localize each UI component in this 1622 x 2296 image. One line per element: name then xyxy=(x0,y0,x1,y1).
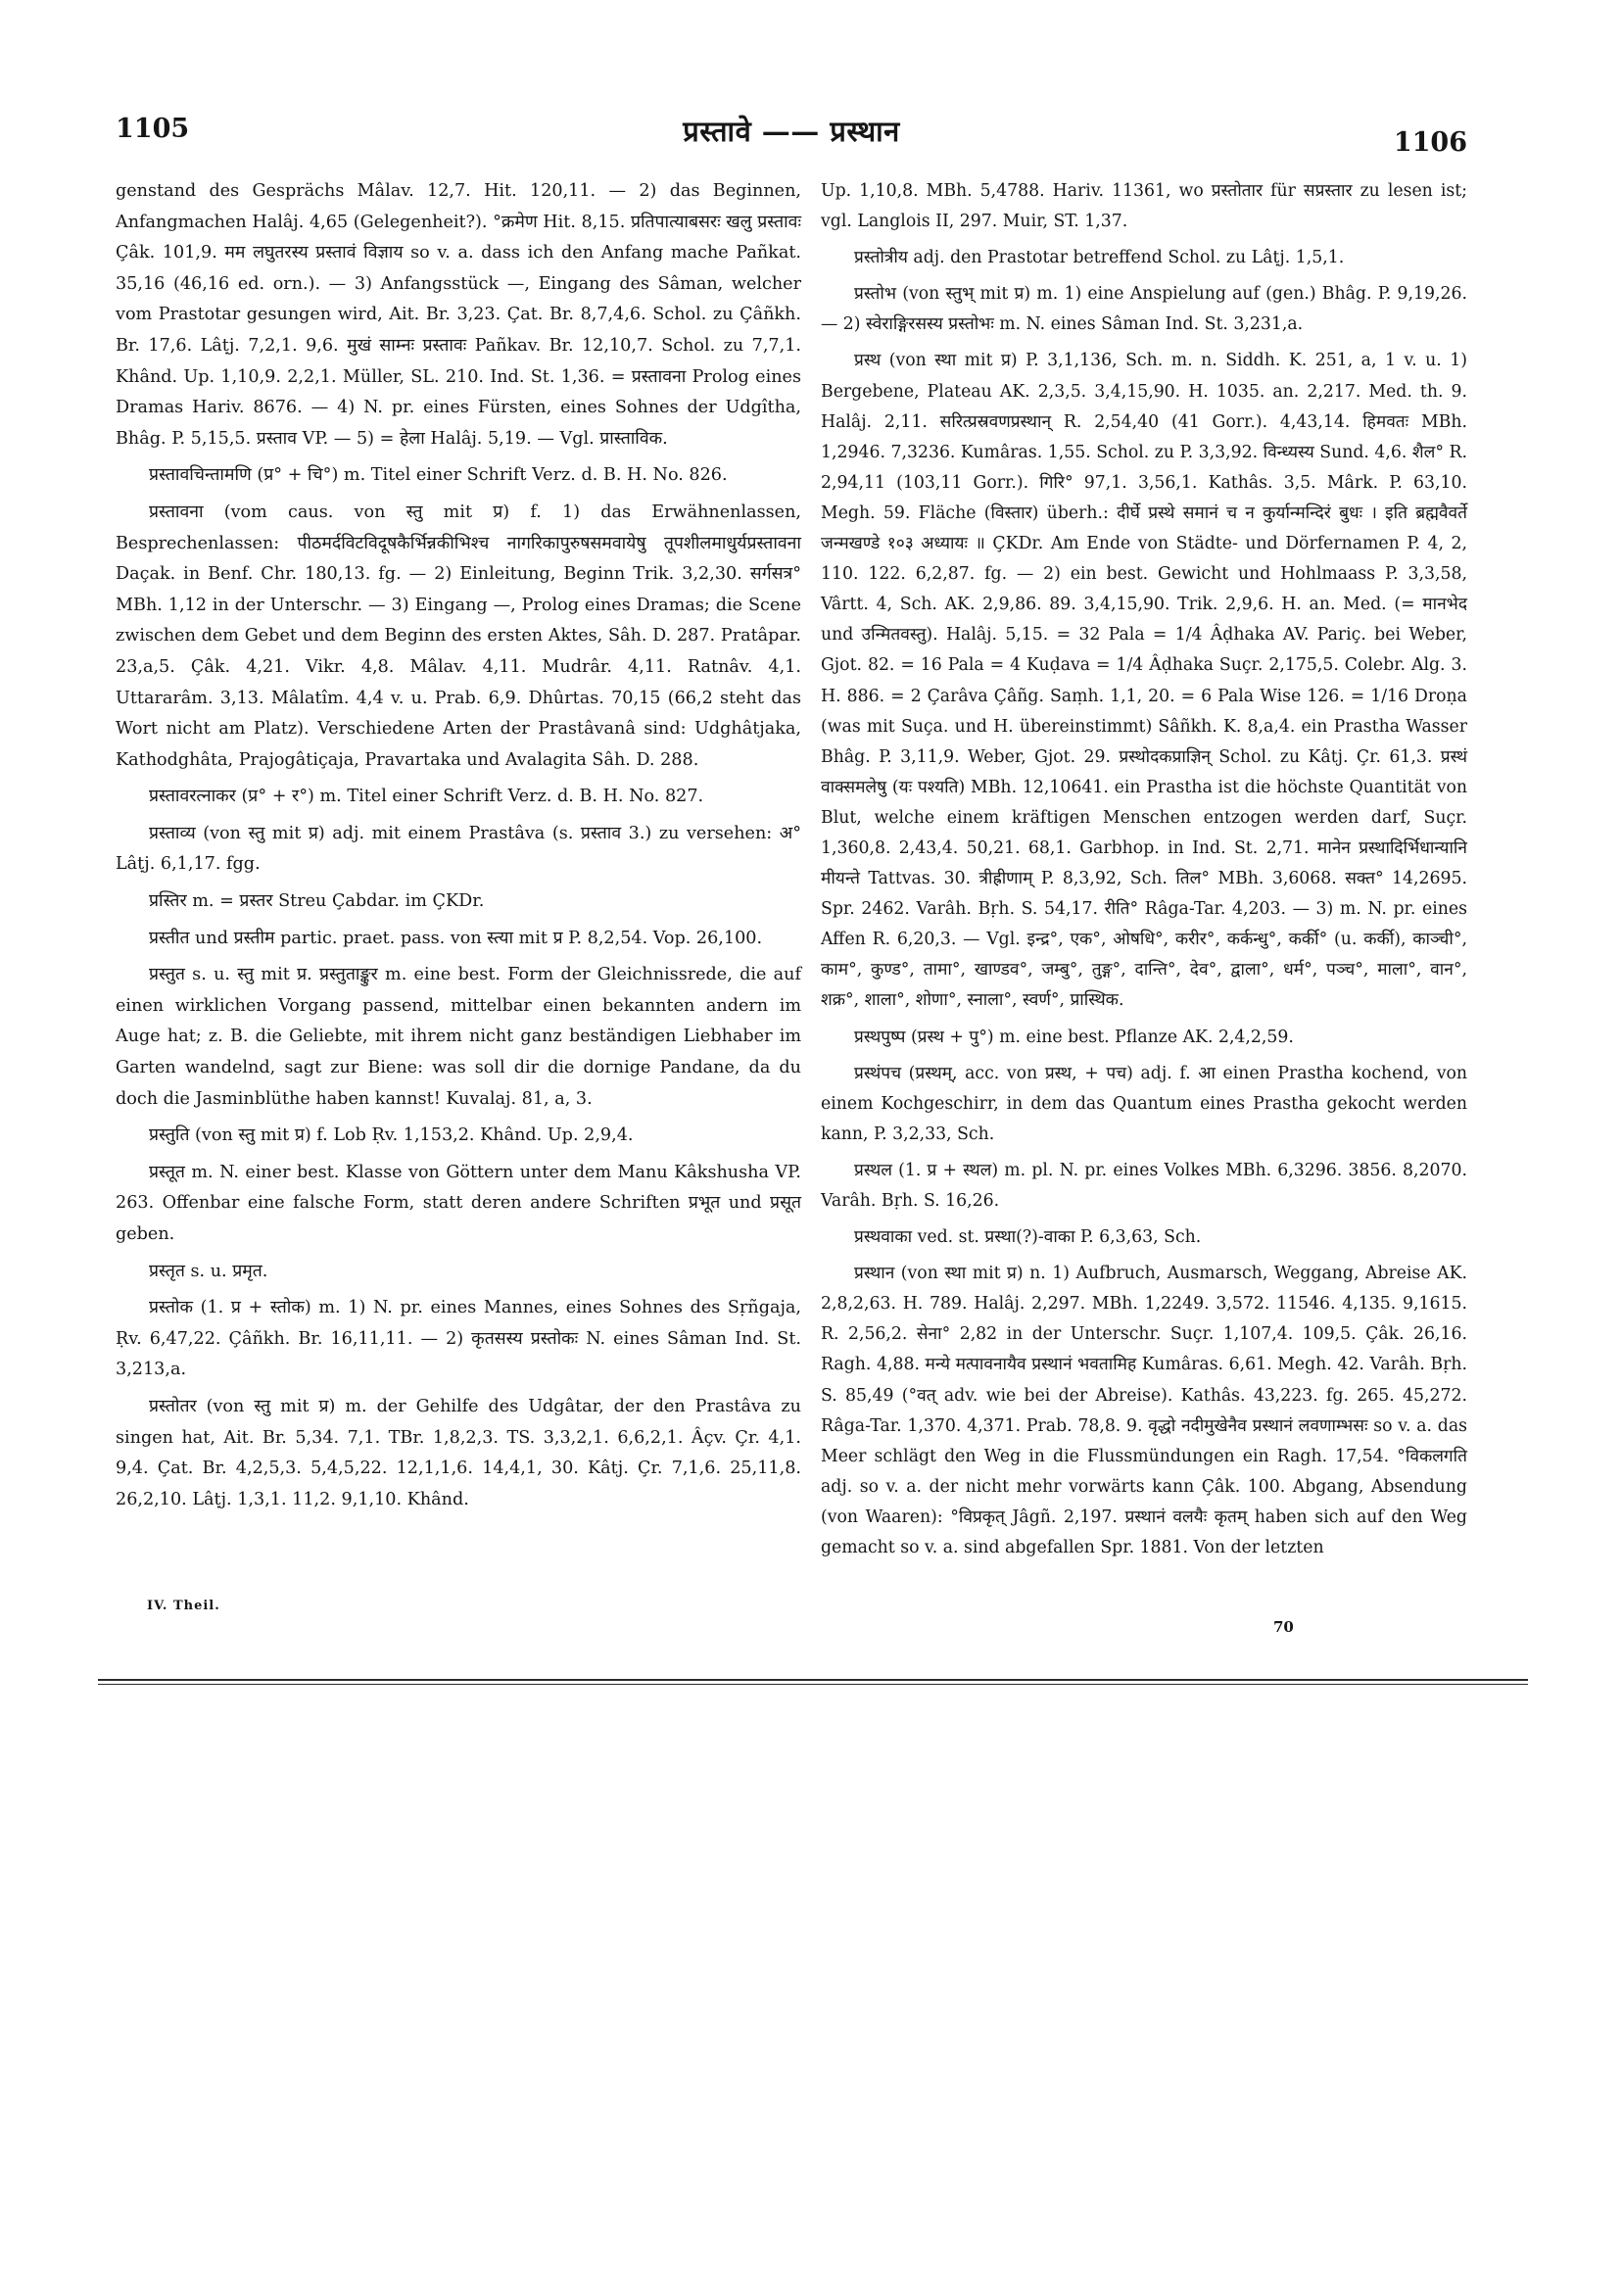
dictionary-entry: प्रस्तुत s. u. स्तु mit प्र. प्रस्तुताङ्कुर m. eine best. Form der Gleichnissrede, die auf einen wirklichen Vorgang passend, mittelbar einen bekannten andern im Auge hat; z. B. die Geliebte, mit ihrem nicht ganz beständigen Liebhaber im Garten wandelnd, sagt zur Biene: was soll dir die dornige Pandane, da du doch die Jasminblüthe haben kannst! Kuvalaj. 81, a, 3. xyxy=(116,965,801,1109)
entry-continuation: Up. 1,10,8. MBh. 5,4788. Hariv. 11361, wo प्रस्तोतार für सप्रस्तार zu lesen ist; vgl. Langlois II, 297. Muir, ST. 1,37. xyxy=(821,181,1467,232)
dictionary-entry: प्रस्थल (1. प्र + स्थल) m. pl. N. pr. eines Volkes MBh. 6,3296. 3856. 8,2070. Varâh. Bṛh. S. 16,26. xyxy=(821,1160,1467,1211)
bottom-rule xyxy=(98,1679,1528,1681)
page-number-right: 1106 xyxy=(1393,127,1467,158)
running-head: प्रस्तावे —— प्रस्थान xyxy=(683,115,900,148)
dictionary-entry: प्रस्तावचिन्तामणि (प्र° + चि°) m. Titel einer Schrift Verz. d. B. H. No. 826. xyxy=(149,465,728,486)
dictionary-entry: प्रस्थपुष्प (प्रस्थ + पु°) m. eine best. Pflanze AK. 2,4,2,59. xyxy=(854,1027,1294,1047)
bottom-rule-thin xyxy=(98,1684,1528,1685)
dictionary-entry: प्रस्तृत s. u. प्रमृत. xyxy=(149,1261,268,1281)
dictionary-entry: प्रस्तीत und प्रस्तीम partic. praet. pass. von स्त्या mit प्र P. 8,2,54. Vop. 26,100. xyxy=(149,928,763,948)
left-column xyxy=(116,176,801,1521)
dictionary-entry: प्रस्तोतर (von स्तु mit प्र) m. der Gehilfe des Udgâtar, der den Prastâva zu singen hat, Ait. Br. 5,34. 7,1. TBr. 1,8,2,3. TS. 3,3,2,1. 6,6,2,1. Âçv. Çr. 4,1. 9,4. Çat. Br. 4,2,5,3. 5,4,5,22. 12,1,1,6. 14,4,1, 30. Kâtj. Çr. 7,1,6. 25,11,8. 26,2,10. Lâṭj. 1,3,1. 11,2. 9,1,10. Khând. xyxy=(116,1396,801,1509)
dictionary-entry: प्रस्तोत्रीय adj. den Prastotar betreffend Schol. zu Lâṭj. 1,5,1. xyxy=(854,248,1345,268)
dictionary-entry: प्रस्थवाका ved. st. प्रस्था(?)-वाका P. 6,3,63, Sch. xyxy=(854,1227,1202,1248)
dictionary-entry: प्रस्तूत m. N. einer best. Klasse von Göttern unter dem Manu Kâkshusha VP. 263. Offenbar eine falsche Form, statt deren andere Schriften प्रभूत und प्रसूत geben. xyxy=(116,1162,801,1244)
dictionary-entry: प्रस्थंपच (प्रस्थम्, acc. von प्रस्थ, + पच) adj. f. आ einen Prastha kochend, von einem Kochgeschirr, in dem das Quantum eines Prastha gekocht werden kann, P. 3,2,33, Sch. xyxy=(821,1063,1467,1144)
dictionary-entry: प्रस्तोभ (von स्तुभ् mit प्र) m. 1) eine Anspielung auf (gen.) Bhâg. P. 9,19,26. — 2) स्वेराङ्गिरसस्य प्रस्तोभः m. N. eines Sâman Ind. St. 3,231,a. xyxy=(821,284,1467,335)
dictionary-entry: प्रस्तावरत्नाकर (प्र° + र°) m. Titel einer Schrift Verz. d. B. H. No. 827. xyxy=(149,787,704,807)
dictionary-entry: प्रस्तावना (vom caus. von स्तु mit प्र) f. 1) das Erwähnenlassen, Besprechenlassen: पीठमर्दविटविदूषकैर्भिन्नकीभिश्च नागरिकापुरुषसमवायेषु तूपशीलमाधुर्यप्रस्तावना Daçak. in Benf. Chr. 180,13. fg. — 2) Einleitung, Beginn Trik. 3,2,30. सर्गसत्र° MBh. 1,12 in der Unterschr. — 3) Eingang —, Prolog eines Dramas; die Scene zwischen dem Gebet und dem Beginn des ersten Aktes, Sâh. D. 287. Pratâpar. 23,a,5. Çâk. 4,21. Vikr. 4,8. Mâlav. 4,11. Mudrâr. 4,11. Ratnâv. 4,1. Uttararâm. 3,13. Mâlatîm. 4,4 v. u. Prab. 6,9. Dhûrtas. 70,15 (66,2 steht das Wort nicht am Platz). Verschiedene Arten der Prastâvanâ sind: Udghâtjaka, Kathodghâta, Prajogâtiçaja, Pravartaka und Avalagita Sâh. D. 288. xyxy=(116,502,801,770)
entry-continuation: genstand des Gesprächs Mâlav. 12,7. Hit. 120,11. — 2) das Beginnen, Anfangmachen Halâj. 4,65 (Gelegenheit?). °क्रमेण Hit. 8,15. प्रतिपात्याबसरः खलु प्रस्तावः Çâk. 101,9. मम लघुतरस्य प्रस्तावं विज्ञाय so v. a. dass ich den Anfang mache Pañkat. 35,16 (46,16 ed. orn.). — 3) Anfangsstück —, Eingang des Sâman, welcher vom Prastotar gesungen wird, Ait. Br. 3,23. Çat. Br. 8,7,4,6. Schol. zu Çâñkh. Br. 17,6. Lâṭj. 7,2,1. 9,6. मुखं साम्नः प्रस्तावः Pañkav. Br. 12,10,7. Schol. zu 7,7,1. Khând. Up. 1,10,9. 2,2,1. Müller, SL. 210. Ind. St. 1,36. = प्रस्तावना Prolog eines Dramas Hariv. 8676. — 4) N. pr. eines Fürsten, eines Sohnes der Udgîtha, Bhâg. P. 5,15,5. प्रस्ताव VP. — 5) = हेला Halâj. 5,19. — Vgl. प्रास्ताविक. xyxy=(116,181,801,449)
dictionary-entry: प्रस्तुति (von स्तु mit प्र) f. Lob Ṛv. 1,153,2. Khând. Up. 2,9,4. xyxy=(149,1125,634,1146)
dictionary-entry: प्रस्थ (von स्था mit प्र) P. 3,1,136, Sch. m. n. Siddh. K. 251, a, 1 v. u. 1) Bergebene, Plateau AK. 2,3,5. 3,4,15,90. H. 1035. an. 2,217. Med. th. 9. Halâj. 2,11. सरित्प्रस्रवणप्रस्थान् R. 2,54,40 (41 Gorr.). 4,43,14. हिमवतः MBh. 1,2946. 7,3236. Kumâras. 1,55. Schol. zu P. 3,3,92. विन्ध्यस्य Sund. 4,6. शैल° R. 2,94,11 (103,11 Gorr.). गिरि° 97,1. 3,56,1. Kathâs. 3,5. Mârk. P. 63,10. Megh. 59. Fläche (विस्तार) überh.: दीर्घे प्रस्थे समानं च न कुर्यान्मन्दिरं बुधः । इति ब्रह्मवैवर्ते जन्मखण्डे १०३ अध्यायः ॥ ÇKDr. Am Ende von Städte- und Dörfernamen P. 4, 2, 110. 122. 6,2,87. fg. — 2) ein best. Gewicht und Hohlmaass P. 3,3,58, Vârtt. 4, Sch. AK. 2,9,86. 89. 3,4,15,90. Trik. 2,9,6. H. an. Med. (= मानभेद und उन्मितवस्तु). Halâj. 5,15. = 32 Pala = 1/4 Âḍhaka AV. Pariç. bei Weber, Gjot. 82. = 16 Pala = 4 Kuḍava = 1/4 Âḍhaka Suçr. 2,175,5. Colebr. Alg. 3. H. 886. = 2 Çarâva Çâñg. Saṃh. 1,1, 20. = 6 Pala Wise 126. = 1/16 Droṇa (was mit Suça. und H. übereinstimmt) Sâñkh. K. 8,a,4. ein Prastha Wasser Bhâg. P. 3,11,9. Weber, Gjot. 29. प्रस्थोदकप्राज्ञिन् Schol. zu Kâtj. Çr. 61,3. प्रस्थं वाक्समलेषु (यः पश्यति) MBh. 12,10641. ein Prastha ist die höchste Quantität von Blut, welche einem kräftigen Menschen entzogen werden darf, Suçr. 1,360,8. 2,43,4. 50,21. 68,1. Garbhop. in Ind. St. 2,71. मानेन प्रस्थादिर्भिधान्यानि मीयन्ते Tattvas. 30. त्रीह्रीणाम् P. 8,3,92, Sch. तिल° MBh. 3,6068. सक्त° 14,2695. Spr. 2462. Varâh. Bṛh. S. 54,17. रीति° Râga-Tar. 4,203. — 3) m. N. pr. eines Affen R. 6,20,3. — Vgl. इन्द्र°, एक°, ओषधि°, करीर°, कर्कन्धु°, कर्की° (u. कर्की), काञ्ची°, काम°, कुण्ड°, तामा°, खाण्डव°, जम्बु°, तुङ्ग°, दान्ति°, देव°, द्वाला°, धर्म°, पञ्च°, माला°, वान°, शक्र°, शाला°, शोणा°, स्नाला°, स्वर्ण°, प्रास्थिक. xyxy=(821,351,1467,1011)
dictionary-entry: प्रस्तोक (1. प्र + स्तोक) m. 1) N. pr. eines Mannes, eines Sohnes des Sṛñgaja, Ṛv. 6,47,22. Çâñkh. Br. 16,11,11. — 2) कृतसस्य प्रस्तोकः N. eines Sâman Ind. St. 3,213,a. xyxy=(116,1298,801,1380)
dictionary-entry: प्रस्तिर m. = प्रस्तर Streu Çabdar. im ÇKDr. xyxy=(149,891,485,912)
volume-mark: IV. Theil. xyxy=(147,1599,220,1613)
page-number-left: 1105 xyxy=(116,114,190,144)
page-header xyxy=(116,110,1467,158)
signature-number: 70 xyxy=(1273,1618,1294,1636)
dictionary-entry: प्रस्ताव्य (von स्तु mit प्र) adj. mit einem Prastâva (s. प्रस्ताव 3.) zu versehen: अ° Lâṭj. 6,1,17. fgg. xyxy=(116,823,801,875)
right-column xyxy=(821,176,1467,1569)
dictionary-entry: प्रस्थान (von स्था mit प्र) n. 1) Aufbruch, Ausmarsch, Weggang, Abreise AK. 2,8,2,63. H. 789. Halâj. 2,297. MBh. 1,2249. 3,572. 11546. 4,135. 9,1615. R. 2,56,2. सेना° 2,82 in der Unterschr. Suçr. 1,107,4. 109,5. Çâk. 26,16. Ragh. 4,88. मन्ये मत्पावनायैव प्रस्थानं भवतामिह Kumâras. 6,61. Megh. 42. Varâh. Bṛh. S. 85,49 (°वत् adv. wie bei der Abreise). Kathâs. 43,223. fg. 265. 45,272. Râga-Tar. 1,370. 4,371. Prab. 78,8. 9. वृद्धो नदीमुखेनैव प्रस्थानं लवणाम्भसः so v. a. das Meer schlägt den Weg in die Flussmündungen ein Ragh. 17,54. °विकलगति adj. so v. a. der nicht mehr vorwärts kann Çâk. 100. Abgang, Absendung (von Waaren): °विप्रकृत् Jâgñ. 2,197. प्रस्थानं वलयैः कृतम् haben sich auf den Weg gemacht so v. a. sind abgefallen Spr. 1881. Von der letzten xyxy=(821,1264,1467,1558)
